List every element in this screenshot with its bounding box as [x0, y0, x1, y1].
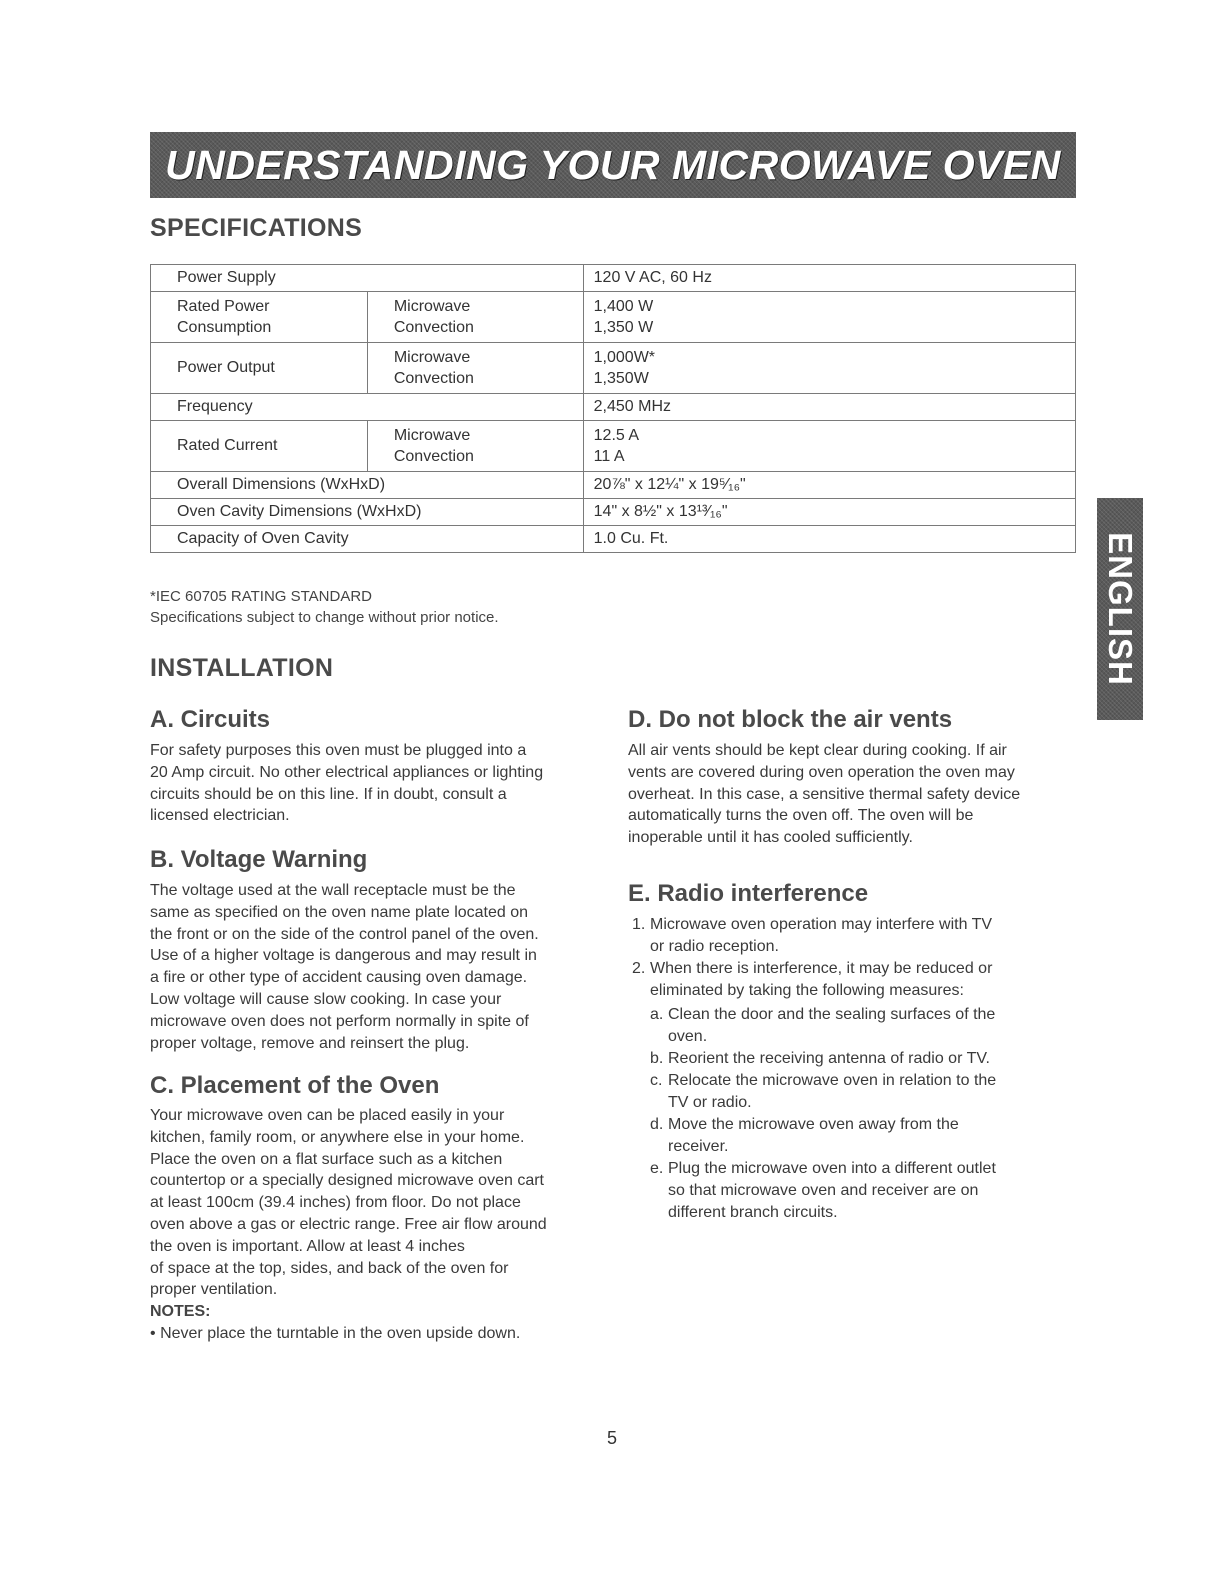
- text-line: Clean the door and the sealing surfaces of the: [668, 1006, 996, 1023]
- text-line: vents are covered during oven operation the oven may: [628, 763, 1015, 781]
- specifications-title: SPECIFICATIONS: [150, 214, 363, 242]
- spec-label: Frequency: [151, 394, 584, 421]
- spec-value: 11 A: [583, 446, 1075, 472]
- text-line: Use of a higher voltage is dangerous and may result in: [150, 947, 537, 965]
- table-row: [151, 265, 1076, 292]
- text-line: different branch circuits.: [668, 1203, 838, 1221]
- list-marker: c.: [650, 1072, 663, 1089]
- table-row: [151, 526, 1076, 553]
- list-text: [632, 958, 1052, 1002]
- spec-label: Rated Current: [151, 421, 368, 472]
- text-line: receiver.: [668, 1137, 729, 1155]
- text-line: Plug the microwave oven into a different outlet: [668, 1160, 996, 1177]
- spec-value: 14" x 8½" x 13¹³⁄₁₆": [583, 499, 1075, 526]
- specifications-table: [150, 264, 1076, 553]
- text-line: the front or on the side of the control panel of the oven.: [150, 925, 539, 943]
- table-row: [151, 292, 1076, 318]
- text-line: the oven is important. Allow at least 4 inches: [150, 1237, 465, 1255]
- voltage-heading: B. Voltage Warning: [150, 846, 368, 873]
- spec-label: Oven Cavity Dimensions (WxHxD): [151, 499, 584, 526]
- list-text: [650, 1070, 1050, 1114]
- page-number: 5: [606, 1428, 617, 1448]
- list-text: [650, 1048, 1050, 1070]
- page-banner: [150, 132, 1076, 198]
- text-line: TV or radio.: [668, 1093, 752, 1111]
- spec-label: Power Output: [151, 343, 368, 394]
- list-marker: a.: [650, 1006, 664, 1023]
- text-line: Relocate the microwave oven in relation to the: [668, 1072, 997, 1089]
- rating-footnote: *IEC 60705 RATING STANDARD: [150, 588, 373, 605]
- list-text: [650, 1158, 1050, 1223]
- text-line: When there is interference, it may be reduced or: [650, 960, 993, 977]
- placement-paragraph: [150, 1105, 547, 1345]
- text-line: so that microwave oven and receiver are on: [668, 1181, 979, 1199]
- list-marker: 2.: [632, 960, 646, 977]
- list-text: [650, 1114, 1050, 1158]
- text-line: automatically turns the oven off. The oven will be: [628, 807, 974, 825]
- text-line: The voltage used at the wall receptacle must be the: [150, 882, 516, 899]
- spec-value: 12.5 A: [583, 421, 1075, 447]
- spec-value: 1.0 Cu. Ft.: [583, 526, 1075, 553]
- list-marker: 1.: [632, 916, 646, 933]
- spec-sublabel: Microwave: [367, 421, 583, 447]
- text-line: 20 Amp circuit. No other electrical appliances or lighting: [150, 763, 544, 781]
- vents-paragraph: [628, 740, 1020, 849]
- circuits-heading: A. Circuits: [150, 706, 271, 733]
- language-tab: [1097, 498, 1143, 720]
- spec-label: [151, 292, 368, 343]
- list-item: [650, 1048, 1050, 1070]
- spec-value: 1,350 W: [583, 317, 1075, 343]
- installation-title: INSTALLATION: [150, 654, 334, 682]
- spec-label: Capacity of Oven Cavity: [151, 526, 584, 553]
- text-line: licensed electrician.: [150, 807, 290, 825]
- text-line: a fire or other type of accident causing oven damage.: [150, 969, 528, 987]
- list-marker: d.: [650, 1116, 664, 1133]
- text-line: overheat. In this case, a sensitive thermal safety device: [628, 785, 1021, 803]
- text-line: same as specified on the oven name plate located on: [150, 903, 529, 921]
- voltage-paragraph: [150, 880, 539, 1054]
- list-text: [632, 914, 1052, 958]
- text-line: Reorient the receiving antenna of radio or TV.: [668, 1050, 990, 1067]
- list-item: [650, 1070, 1050, 1114]
- text-line: Microwave oven operation may interfere with TV: [650, 916, 993, 933]
- text-line: proper voltage, remove and reinsert the plug.: [150, 1034, 470, 1052]
- note-item: [150, 1323, 547, 1345]
- list-item: [632, 914, 1052, 958]
- text-line: countertop or a specially designed microwave oven cart: [150, 1172, 544, 1190]
- notes-label: NOTES:: [150, 1303, 211, 1321]
- table-row: [151, 394, 1076, 421]
- text-line: All air vents should be kept clear during cooking. If air: [628, 742, 1007, 759]
- bullet-icon: •: [150, 1324, 156, 1342]
- text-line: proper ventilation.: [150, 1281, 278, 1299]
- table-row: [151, 472, 1076, 499]
- text-line: Place the oven on a flat surface such as a kitchen: [150, 1150, 503, 1168]
- spec-value: 1,350W: [583, 368, 1075, 394]
- spec-sublabel: Microwave: [367, 292, 583, 318]
- text-line: eliminated by taking the following measures:: [650, 981, 964, 999]
- spec-value: 2,450 MHz: [583, 394, 1075, 421]
- list-item: [650, 1004, 1050, 1048]
- spec-label: Power Supply: [151, 265, 584, 292]
- text-line: circuits should be on this line. If in doubt, consult a: [150, 785, 507, 803]
- spec-value: 20⅞" x 12¼" x 19⁵⁄₁₆": [583, 472, 1075, 499]
- list-marker: e.: [650, 1160, 664, 1177]
- table-row: [151, 343, 1076, 369]
- text-line: Low voltage will cause slow cooking. In case your: [150, 990, 502, 1008]
- radio-heading: E. Radio interference: [628, 880, 869, 907]
- spec-sublabel: Microwave: [367, 343, 583, 369]
- text-line: oven.: [668, 1027, 708, 1045]
- text-line: oven above a gas or electric range. Free air flow around: [150, 1215, 547, 1233]
- spec-value: 1,400 W: [583, 292, 1075, 318]
- list-item: [632, 958, 1052, 1002]
- vents-heading: D. Do not block the air vents: [628, 706, 953, 733]
- spec-sublabel: Convection: [367, 368, 583, 394]
- text-line: Your microwave oven can be placed easily in your: [150, 1107, 505, 1124]
- text-line: of space at the top, sides, and back of the oven for: [150, 1259, 509, 1277]
- spec-label-line: Rated Power: [177, 298, 270, 315]
- text-line: or radio reception.: [650, 937, 779, 955]
- spec-label-line: Consumption: [177, 319, 272, 336]
- language-tab-label: ENGLISH: [1102, 532, 1139, 686]
- list-marker: b.: [650, 1050, 664, 1067]
- spec-sublabel: Convection: [367, 317, 583, 343]
- spec-value: 120 V AC, 60 Hz: [583, 265, 1075, 292]
- spec-value: 1,000W*: [583, 343, 1075, 369]
- text-line: kitchen, family room, or anywhere else in your home.: [150, 1128, 525, 1146]
- table-row: [151, 499, 1076, 526]
- list-item: [650, 1114, 1050, 1158]
- text-line: inoperable until it has cooled sufficiently.: [628, 829, 913, 847]
- spec-label: Overall Dimensions (WxHxD): [151, 472, 584, 499]
- text-line: For safety purposes this oven must be plugged into a: [150, 742, 527, 759]
- specs-notice: Specifications subject to change without prior notice.: [150, 609, 499, 626]
- text-line: at least 100cm (39.4 inches) from floor. Do not place: [150, 1194, 521, 1212]
- banner-title: UNDERSTANDING YOUR MICROWAVE OVEN: [165, 141, 1061, 188]
- table-row: [151, 421, 1076, 447]
- text-line: Move the microwave oven away from the: [668, 1116, 959, 1133]
- text-line: microwave oven does not perform normally in spite of: [150, 1012, 529, 1030]
- spec-sublabel: Convection: [367, 446, 583, 472]
- placement-heading: C. Placement of the Oven: [150, 1072, 440, 1099]
- list-text: [650, 1004, 1050, 1048]
- list-item: [650, 1158, 1050, 1223]
- circuits-paragraph: [150, 740, 543, 827]
- note-text: Never place the turntable in the oven upside down.: [160, 1324, 521, 1342]
